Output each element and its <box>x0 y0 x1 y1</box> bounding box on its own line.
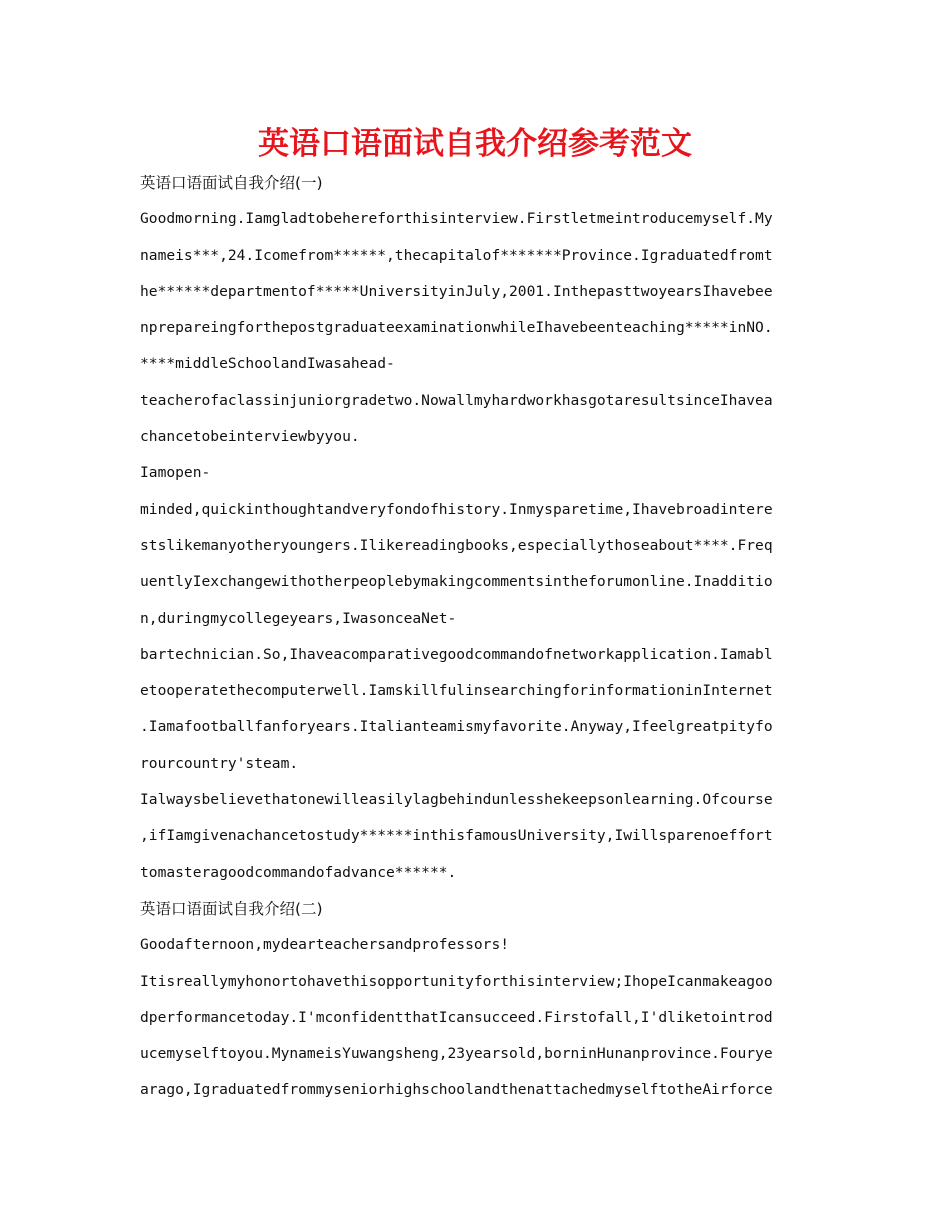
body-text-line: bartechnician.So,Ihaveacomparativegoodcommandofnetworkapplication.Iamabl <box>140 645 773 663</box>
body-text-line: dperformancetoday.I'mconfidentthatIcansucceed.Firstofall,I'dliketointrod <box>140 1008 773 1026</box>
body-text-line: Iamopen- <box>140 464 211 482</box>
body-text-line: chancetobeinterviewbyyou. <box>140 428 360 446</box>
body-text-line: Goodafternoon,mydearteachersandprofessors! <box>140 936 510 954</box>
body-text-line: n,duringmycollegeyears,IwasonceaNet- <box>140 609 457 627</box>
body-text-line: rourcountry'steam. <box>140 754 299 772</box>
body-text-line: ****middleSchoolandIwasahead- <box>140 355 395 373</box>
body-text-line: ucemyselftoyou.MynameisYuwangsheng,23yearsold,borninHunanprovince.Fourye <box>140 1045 773 1063</box>
body-text-line: he******departmentof*****UniversityinJuly,2001.InthepasttwoyearsIhavebee <box>140 282 773 300</box>
body-text-line: minded,quickinthoughtandveryfondofhistory.Inmysparetime,Ihavebroadintere <box>140 500 773 518</box>
section-heading: 英语口语面试自我介绍(二) <box>140 899 323 918</box>
body-text-line: nprepareingforthepostgraduateexaminationwhileIhavebeenteaching*****inNO. <box>140 319 773 337</box>
body-text-line: teacherofaclassinjuniorgradetwo.NowallmyhardworkhasgotaresultsinceIhavea <box>140 391 773 409</box>
body-text-line: tomasteragoodcommandofadvance******. <box>140 863 457 881</box>
document-title: 英语口语面试自我介绍参考范文 <box>258 126 692 162</box>
document-body <box>140 165 810 1109</box>
body-text-line: uentlyIexchangewithotherpeoplebymakingcommentsintheforumonline.Inadditio <box>140 573 773 591</box>
body-text-line: stslikemanyotheryoungers.Ilikereadingbooks,especiallythoseabout****.Freq <box>140 536 773 554</box>
body-text-line: nameis***,24.Icomefrom******,thecapitalof*******Province.Igraduatedfromt <box>140 246 773 264</box>
section-heading: 英语口语面试自我介绍(一) <box>140 174 323 192</box>
body-text-line: Goodmorning.Iamgladtobehereforthisinterview.Firstletmeintroducemyself.My <box>140 210 773 228</box>
body-text-line: etooperatethecomputerwell.IamskillfulinsearchingforinformationinInternet <box>140 682 773 700</box>
body-text-line: .Iamafootballfanforyears.Italianteamismyfavorite.Anyway,Ifeelgreatpityfo <box>140 718 773 736</box>
body-text-line: Itisreallymyhonortohavethisopportunityforthisinterview;IhopeIcanmakeagoo <box>140 972 773 990</box>
body-text-line: ,ifIamgivenachancetostudy******inthisfamousUniversity,Iwillsparenoeffort <box>140 827 773 845</box>
body-text-line: Ialwaysbelievethatonewilleasilylagbehindunlesshekeepsonlearning.Ofcourse <box>140 791 773 809</box>
body-text-line: arago,IgraduatedfrommyseniorhighschoolandthenattachedmyselftotheAirforce <box>140 1081 773 1099</box>
